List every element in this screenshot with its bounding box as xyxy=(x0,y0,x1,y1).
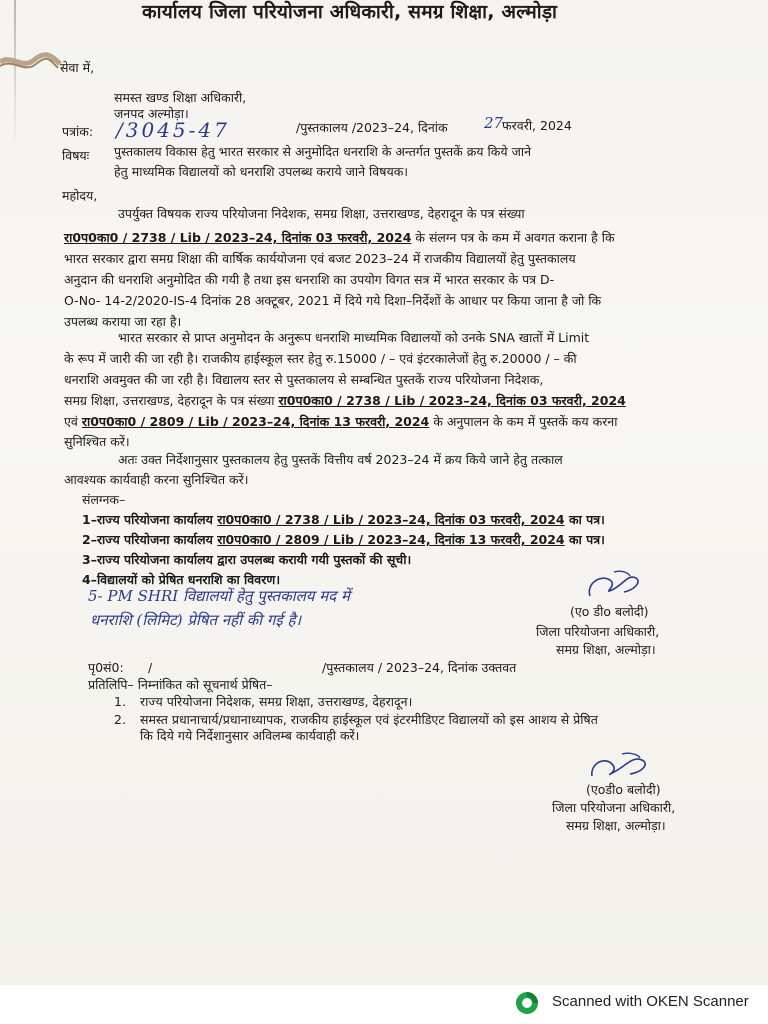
signature-scribble-2 xyxy=(588,752,654,784)
enclosure-item-3: 3–राज्य परियोजना कार्यालय द्वारा उपलब्ध करायी गयी पुस्तकों की सूची। xyxy=(82,552,412,567)
prishthankan-label: पृ0सं0: xyxy=(88,660,124,675)
seva-me: सेवा में, xyxy=(60,60,95,75)
para2-line2: के रूप में जारी की जा रही है। राजकीय हाईस्कूल स्तर हेतु रु.15000 / – एवं इंटरकालेजों हेतु रु.20000 / – की xyxy=(64,351,577,366)
para1-line1: उपर्युक्त विषयक राज्य परियोजना निदेशक, समग्र शिक्षा, उत्तराखण्ड, देहरादून के पत्र संख्या xyxy=(118,206,525,221)
patrank-rest: /पुस्तकालय /2023–24, दिनांक xyxy=(296,120,448,135)
handwritten-note-line1: 5- PM SHRI विद्यालयों हेतु पुस्तकालय मद में xyxy=(88,587,350,605)
prishthankan-slash: / xyxy=(148,660,153,675)
signature-scribble-1 xyxy=(584,568,644,604)
patrank-date-handwritten: 27 xyxy=(484,114,504,132)
para2-line6: सुनिश्चित करें। xyxy=(64,434,130,449)
para1-line3: भारत सरकार द्वारा समग्र शिक्षा की वार्षिक कार्ययोजना एवं बजट 2023–24 में राजकीय विद्यालयों हेतु पुस्तकालय xyxy=(64,251,576,266)
enclosure-item-4: 4–विद्यालयों को प्रेषित धनराशि का विवरण। xyxy=(82,572,281,587)
oken-scanner-logo-icon xyxy=(514,990,540,1016)
para2-reference1: रा0प0का0 / 2738 / Lib / 2023–24, दिनांक 03 फरवरी, 2024 xyxy=(278,393,626,408)
signature1-office: समग्र शिक्षा, अल्मोड़ा। xyxy=(556,642,656,657)
patrank-month: फरवरी, 2024 xyxy=(502,118,572,133)
addressee-line2: जनपद अल्मोड़ा। xyxy=(114,106,189,121)
para1-reference: रा0प0का0 / 2738 / Lib / 2023–24, दिनांक 03 फरवरी, 2024 xyxy=(64,230,412,245)
copy-item-1-num: 1. xyxy=(114,694,126,709)
para2-reference2: रा0प0का0 / 2809 / Lib / 2023–24, दिनांक 13 फरवरी, 2024 xyxy=(81,414,430,429)
para2-line3: धनराशि अवमुक्त की जा रही है। विद्यालय स्तर से पुस्तकालय से सम्बन्धित पुस्तकें राज्य परियोजना निदेशक, xyxy=(64,372,544,387)
signature1-name: (एo डीo बलोदी) xyxy=(570,604,649,619)
para1-line4: अनुदान की धनराशि अनुमोदित की गयी है तथा इस धनराशि का उपयोग विगत सत्र में भारत सरकार के पत्र D- xyxy=(64,272,555,287)
para2-line4-pre: समग्र शिक्षा, उत्तराखण्ड, देहरादून के पत्र संख्या xyxy=(64,393,275,408)
signature2-title: जिला परियोजना अधिकारी, xyxy=(552,800,676,815)
copy-label: प्रतिलिपि– निम्नांकित को सूचनार्थ प्रेषित– xyxy=(88,677,273,692)
para2-line5-rest: के अनुपालन के कम में पुस्तकें कय करना xyxy=(433,414,618,429)
para3-line1: अतः उक्त निर्देशानुसार पुस्तकालय हेतु पुस्तकें वित्तीय वर्ष 2023–24 में क्रय किये जाने हेतु तत्काल xyxy=(118,452,563,467)
para3-line2: आवश्यक कार्यवाही करना सुनिश्चित करें। xyxy=(64,472,249,487)
vishay-line1: पुस्तकालय विकास हेतु भारत सरकार से अनुमोदित धनराशि के अन्तर्गत पुस्तकें क्रय किये जाने xyxy=(114,144,532,159)
scanned-with-label: Scanned with OKEN Scanner xyxy=(552,993,749,1010)
copy-item-2-text: समस्त प्रधानाचार्य/प्रधानाध्यापक, राजकीय हाईस्कूल एवं इंटरमीडिएट विद्यालयों को इस आशय से प्रेषित xyxy=(140,712,598,727)
signature1-title: जिला परियोजना अधिकारी, xyxy=(536,624,660,639)
letterhead-title: कार्यालय जिला परियोजना अधिकारी, समग्र शिक्षा, अल्मोड़ा xyxy=(142,1,558,23)
prishthankan-rest: /पुस्तकालय / 2023–24, दिनांक उक्तवत xyxy=(322,660,517,675)
signature2-office: समग्र शिक्षा, अल्मोड़ा। xyxy=(566,818,666,833)
signature2-name: (एoडीo बलोदी) xyxy=(586,782,661,797)
sanlagnak-label: संलग्नक– xyxy=(82,492,126,507)
copy-item-2-text-cont: कि दिये गये निर्देशानुसार अविलम्ब कार्यवाही करें। xyxy=(140,728,360,743)
handwritten-note-line2: धनराशि (लिमिट) प्रेषित नहीं की गई है। xyxy=(90,611,302,629)
vishay-label: विषयः xyxy=(62,148,90,163)
para2-line1: भारत सरकार से प्राप्त अनुमोदन के अनुरूप धनराशि माध्यमिक विद्यालयों को उनके SNA खातों में Limit xyxy=(118,330,590,345)
patrank-number-handwritten: /3045-47 xyxy=(116,118,230,142)
copy-item-2-num: 2. xyxy=(114,712,126,727)
salutation: महोदय, xyxy=(62,188,98,203)
para1-line6: उपलब्ध कराया जा रहा है। xyxy=(64,314,182,329)
patrank-label: पत्रांक: xyxy=(62,124,94,139)
enclosure-item-2: 2–राज्य परियोजना कार्यालय रा0प0का0 / 2809 / Lib / 2023–24, दिनांक 13 फरवरी, 2024 का पत्र। xyxy=(82,532,605,547)
para1-line5: O-No- 14-2/2020-IS-4 दिनांक 28 अक्टूबर, 2021 में दिये गये दिशा–निर्देशों के आधार पर किया जाना है जो कि xyxy=(64,293,602,308)
binding-string xyxy=(0,48,62,78)
copy-item-1-text: राज्य परियोजना निदेशक, समग्र शिक्षा, उत्तराखण्ड, देहरादून। xyxy=(140,694,413,709)
vishay-line2: हेतु माध्यमिक विद्यालयों को धनराशि उपलब्ध कराये जाने विषयक। xyxy=(114,164,409,179)
enclosure-item-1: 1–राज्य परियोजना कार्यालय रा0प0का0 / 2738 / Lib / 2023–24, दिनांक 03 फरवरी, 2024 का पत्र। xyxy=(82,512,605,527)
para2-line5-pre: एवं xyxy=(64,414,78,429)
addressee-line1: समस्त खण्ड शिक्षा अधिकारी, xyxy=(114,90,247,105)
para1-line2-rest: के संलग्न पत्र के कम में अवगत कराना है कि xyxy=(415,230,615,245)
